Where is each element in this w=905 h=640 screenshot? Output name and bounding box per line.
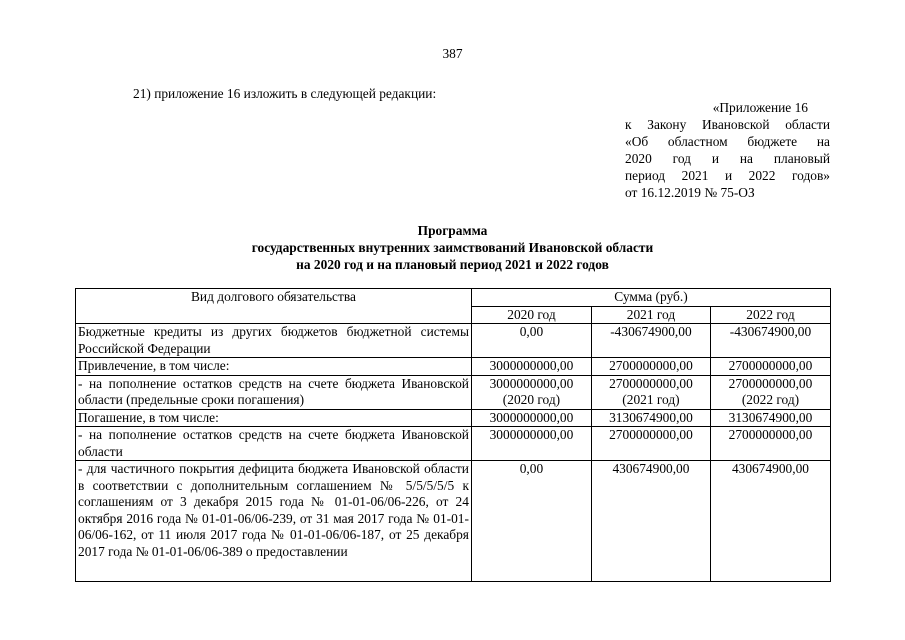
borrowing-program-table xyxy=(75,288,831,582)
value-2021: -430674900,00 xyxy=(591,324,710,358)
title-line: Программа xyxy=(417,223,488,238)
value-2022: 2700000000,00 xyxy=(710,427,830,461)
value-2021: 2700000000,00 xyxy=(591,358,710,376)
header-year-2020: 2020 год xyxy=(471,306,591,324)
amount: 3000000000,00 xyxy=(489,375,574,391)
appendix-line: от 16.12.2019 № 75-ОЗ xyxy=(625,185,755,200)
table-row xyxy=(76,427,831,461)
document-title xyxy=(0,222,905,273)
amount: 2700000000,00 xyxy=(609,375,693,391)
value-2020: 3000000000,00 xyxy=(471,358,591,376)
row-name: Погашение, в том числе: xyxy=(76,409,472,427)
repayment-term: (2020 год) xyxy=(502,392,561,407)
appendix-line: к Закону Ивановской области xyxy=(625,117,830,132)
row-name: - для частичного покрытия дефицита бюджета Ивановской области в соответствии с дополнительным соглашением № 5/5/5/5/5 к соглашениям от 3 декабря 2015 года № 01-01-06/06-226, от 24 октября 2016 года № 01-01-06/06-239, от 31 мая 2017 года № 01-01-06/06-162, от 11 июля 2017 года № 01-01-06/06-187, от 25 декабря 2017 года № 01-01-06/06-389 о предоставлении xyxy=(76,461,472,582)
row-name: - на пополнение остатков средств на счете бюджета Ивановской области (предельные сроки погашения) xyxy=(76,375,472,409)
repayment-term: (2022 год) xyxy=(741,392,800,407)
value-2022 xyxy=(710,375,830,409)
appendix-line: 2020 год и на плановый xyxy=(625,151,830,166)
table-row xyxy=(76,324,831,358)
header-sum: Сумма (руб.) xyxy=(471,289,830,307)
amount: 2700000000,00 xyxy=(728,375,813,391)
value-2020: 0,00 xyxy=(471,324,591,358)
appendix-line: «Приложение 16 xyxy=(712,100,808,115)
appendix-line: период 2021 и 2022 годов» xyxy=(625,168,830,183)
table-row xyxy=(76,358,831,376)
table-header-row xyxy=(76,289,831,307)
value-2021: 430674900,00 xyxy=(591,461,710,582)
value-2020: 0,00 xyxy=(471,461,591,582)
header-obligation-type: Вид долгового обязательства xyxy=(76,289,472,324)
header-year-2021: 2021 год xyxy=(591,306,710,324)
value-2021: 3130674900,00 xyxy=(591,409,710,427)
repayment-term: (2021 год) xyxy=(622,392,680,407)
value-2021: 2700000000,00 xyxy=(591,427,710,461)
row-name: Бюджетные кредиты из других бюджетов бюджетной системы Российской Федерации xyxy=(76,324,472,358)
table-row xyxy=(76,375,831,409)
page-number: 387 xyxy=(442,46,463,61)
intro-text: 21) приложение 16 изложить в следующей редакции: xyxy=(133,86,437,101)
appendix-line: «Об областном бюджете на xyxy=(625,134,830,149)
appendix-reference xyxy=(625,99,830,201)
row-name: - на пополнение остатков средств на счете бюджета Ивановской области xyxy=(76,427,472,461)
row-name: Привлечение, в том числе: xyxy=(76,358,472,376)
value-2020: 3000000000,00 xyxy=(471,427,591,461)
value-2022: 3130674900,00 xyxy=(710,409,830,427)
value-2022: 430674900,00 xyxy=(710,461,830,582)
title-line: на 2020 год и на плановый период 2021 и 2022 годов xyxy=(296,257,609,272)
table-row xyxy=(76,461,831,582)
title-line: государственных внутренних заимствований Ивановской области xyxy=(251,240,654,255)
value-2020: 3000000000,00 xyxy=(471,409,591,427)
value-2022: -430674900,00 xyxy=(710,324,830,358)
value-2021 xyxy=(591,375,710,409)
value-2022: 2700000000,00 xyxy=(710,358,830,376)
table-row xyxy=(76,409,831,427)
header-year-2022: 2022 год xyxy=(710,306,830,324)
value-2020 xyxy=(471,375,591,409)
